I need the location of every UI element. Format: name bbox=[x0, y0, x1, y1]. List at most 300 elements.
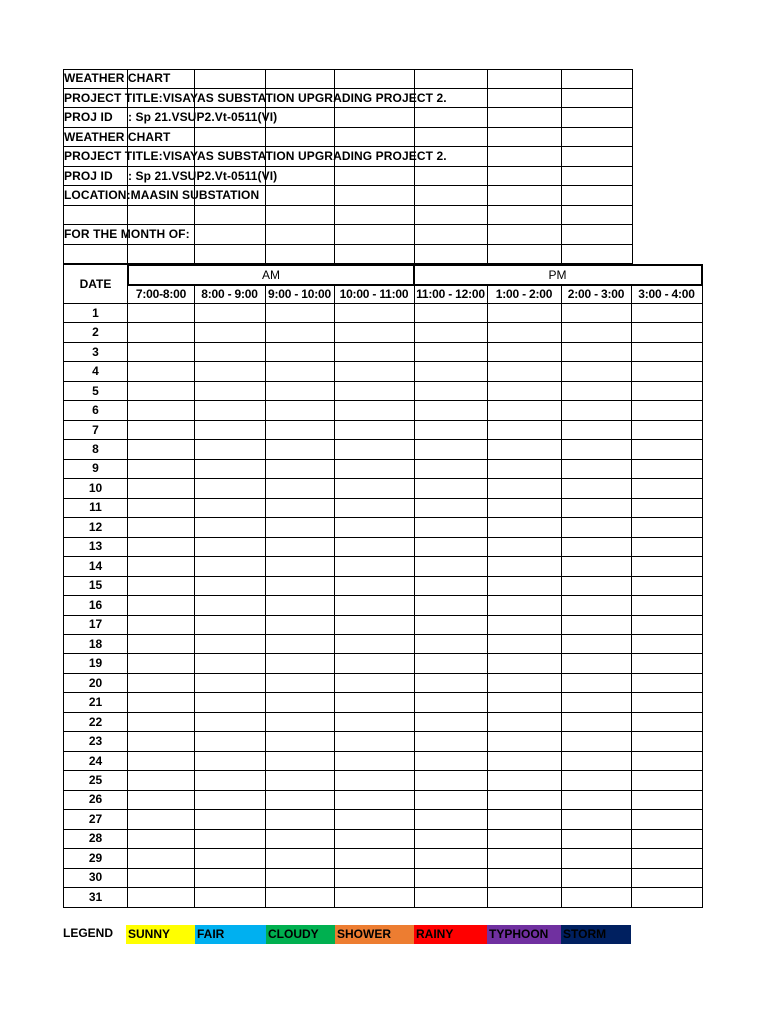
weather-cell bbox=[265, 848, 335, 868]
header-row bbox=[63, 245, 632, 265]
weather-cell bbox=[414, 537, 488, 557]
weather-cell bbox=[194, 576, 266, 596]
header-cell bbox=[561, 206, 633, 226]
weather-cell bbox=[414, 751, 488, 771]
weather-cell bbox=[631, 459, 703, 479]
weather-cell bbox=[487, 595, 562, 615]
weather-cell bbox=[487, 868, 562, 888]
header-block bbox=[63, 69, 632, 264]
weather-cell bbox=[561, 420, 632, 440]
weather-cell bbox=[334, 790, 415, 810]
weather-cell bbox=[561, 653, 632, 673]
header-cell bbox=[194, 206, 266, 226]
weather-cell bbox=[265, 517, 335, 537]
weather-cell bbox=[194, 478, 266, 498]
header-cell bbox=[487, 69, 562, 89]
weather-cell bbox=[414, 439, 488, 459]
weather-cell bbox=[265, 439, 335, 459]
header-cell bbox=[487, 147, 562, 167]
legend-swatch-sunny: SUNNY bbox=[126, 925, 195, 944]
weather-cell bbox=[334, 595, 415, 615]
header-cell bbox=[487, 245, 562, 265]
weather-cell bbox=[631, 673, 703, 693]
header-cell bbox=[414, 225, 488, 245]
weather-cell bbox=[561, 887, 632, 907]
weather-cell bbox=[127, 712, 195, 732]
header-cell bbox=[194, 128, 266, 148]
weather-cell bbox=[631, 770, 703, 790]
date-cell: 23 bbox=[63, 731, 128, 751]
weather-cell bbox=[414, 868, 488, 888]
header-cell bbox=[334, 69, 415, 89]
weather-cell bbox=[127, 303, 195, 323]
weather-cell bbox=[561, 517, 632, 537]
weather-cell bbox=[561, 459, 632, 479]
weather-cell bbox=[265, 790, 335, 810]
weather-cell bbox=[127, 887, 195, 907]
header-row bbox=[63, 225, 632, 245]
weather-cell bbox=[127, 673, 195, 693]
weather-cell bbox=[487, 770, 562, 790]
time-slot-header: 8:00 - 9:00 bbox=[194, 285, 266, 304]
weather-cell bbox=[631, 887, 703, 907]
legend-swatch-typhoon: TYPHOON bbox=[487, 925, 561, 944]
weather-cell bbox=[265, 653, 335, 673]
weather-cell bbox=[194, 868, 266, 888]
weather-cell bbox=[487, 517, 562, 537]
weather-cell bbox=[561, 692, 632, 712]
weather-cell bbox=[194, 848, 266, 868]
weather-cell bbox=[334, 361, 415, 381]
weather-cell bbox=[414, 673, 488, 693]
header-cell bbox=[194, 225, 266, 245]
weather-cell bbox=[487, 712, 562, 732]
header-cell bbox=[561, 245, 633, 265]
weather-cell bbox=[127, 322, 195, 342]
weather-cell bbox=[334, 420, 415, 440]
weather-cell bbox=[414, 517, 488, 537]
weather-cell bbox=[631, 400, 703, 420]
weather-cell bbox=[194, 381, 266, 401]
weather-cell bbox=[561, 829, 632, 849]
legend-label: LEGEND bbox=[63, 926, 114, 940]
weather-cell bbox=[487, 692, 562, 712]
weather-cell bbox=[334, 731, 415, 751]
weather-cell bbox=[194, 829, 266, 849]
weather-cell bbox=[487, 420, 562, 440]
weather-cell bbox=[194, 342, 266, 362]
header-cell bbox=[414, 69, 488, 89]
pm-header: PM bbox=[414, 264, 703, 286]
weather-cell bbox=[487, 556, 562, 576]
date-cell: 30 bbox=[63, 868, 128, 888]
header-cell bbox=[334, 186, 415, 206]
weather-cell bbox=[487, 537, 562, 557]
weather-cell bbox=[127, 420, 195, 440]
weather-cell bbox=[127, 790, 195, 810]
weather-cell bbox=[127, 868, 195, 888]
header-cell bbox=[265, 69, 335, 89]
weather-cell bbox=[265, 576, 335, 596]
weather-cell bbox=[631, 439, 703, 459]
header-cell bbox=[561, 167, 633, 187]
weather-cell bbox=[487, 887, 562, 907]
header-row bbox=[63, 167, 632, 187]
weather-cell bbox=[127, 751, 195, 771]
header-cell bbox=[334, 225, 415, 245]
weather-cell bbox=[561, 400, 632, 420]
weather-cell bbox=[561, 303, 632, 323]
weather-cell bbox=[127, 439, 195, 459]
weather-cell bbox=[631, 537, 703, 557]
weather-cell bbox=[414, 887, 488, 907]
weather-cell bbox=[561, 848, 632, 868]
weather-cell bbox=[487, 634, 562, 654]
date-cell: 17 bbox=[63, 615, 128, 635]
header-line: PROJECT TITLE:VISAYAS SUBSTATION UPGRADING PROJECT 2. bbox=[64, 90, 447, 105]
time-slot-header: 9:00 - 10:00 bbox=[265, 285, 335, 304]
header-cell bbox=[414, 128, 488, 148]
weather-cell bbox=[631, 576, 703, 596]
weather-cell bbox=[561, 498, 632, 518]
weather-cell bbox=[414, 790, 488, 810]
weather-cell bbox=[561, 809, 632, 829]
header-cell bbox=[561, 89, 633, 109]
weather-cell bbox=[414, 634, 488, 654]
weather-cell bbox=[334, 887, 415, 907]
weather-cell bbox=[561, 556, 632, 576]
weather-cell bbox=[561, 537, 632, 557]
weather-cell bbox=[561, 634, 632, 654]
weather-cell bbox=[265, 381, 335, 401]
weather-cell bbox=[487, 498, 562, 518]
time-slot-header: 1:00 - 2:00 bbox=[487, 285, 562, 304]
weather-cell bbox=[631, 848, 703, 868]
weather-cell bbox=[631, 653, 703, 673]
weather-cell bbox=[127, 459, 195, 479]
header-cell bbox=[487, 108, 562, 128]
weather-cell bbox=[127, 361, 195, 381]
weather-cell bbox=[334, 692, 415, 712]
weather-cell bbox=[127, 770, 195, 790]
date-cell: 9 bbox=[63, 459, 128, 479]
weather-cell bbox=[194, 751, 266, 771]
weather-cell bbox=[414, 829, 488, 849]
weather-cell bbox=[194, 322, 266, 342]
weather-cell bbox=[487, 478, 562, 498]
weather-cell bbox=[194, 653, 266, 673]
header-cell bbox=[334, 206, 415, 226]
weather-cell bbox=[334, 615, 415, 635]
header-cell bbox=[127, 206, 195, 226]
weather-cell bbox=[194, 887, 266, 907]
weather-cell bbox=[265, 634, 335, 654]
weather-cell bbox=[561, 576, 632, 596]
weather-cell bbox=[487, 381, 562, 401]
weather-cell bbox=[334, 439, 415, 459]
weather-cell bbox=[414, 322, 488, 342]
weather-cell bbox=[631, 731, 703, 751]
weather-cell bbox=[631, 381, 703, 401]
header-cell bbox=[127, 245, 195, 265]
weather-cell bbox=[487, 615, 562, 635]
weather-cell bbox=[487, 439, 562, 459]
time-slot-header: 2:00 - 3:00 bbox=[561, 285, 632, 304]
date-cell: 5 bbox=[63, 381, 128, 401]
header-row bbox=[63, 206, 632, 226]
weather-cell bbox=[127, 478, 195, 498]
weather-cell bbox=[194, 595, 266, 615]
header-row bbox=[63, 186, 632, 206]
weather-cell bbox=[487, 673, 562, 693]
weather-cell bbox=[631, 498, 703, 518]
weather-cell bbox=[194, 556, 266, 576]
header-cell bbox=[334, 167, 415, 187]
date-cell: 3 bbox=[63, 342, 128, 362]
weather-cell bbox=[265, 595, 335, 615]
weather-cell bbox=[631, 556, 703, 576]
weather-cell bbox=[561, 868, 632, 888]
date-cell: 18 bbox=[63, 634, 128, 654]
time-slot-header: 3:00 - 4:00 bbox=[631, 285, 703, 304]
date-cell: 11 bbox=[63, 498, 128, 518]
weather-cell bbox=[561, 478, 632, 498]
header-line: WEATHER CHART bbox=[64, 129, 171, 144]
weather-cell bbox=[631, 420, 703, 440]
weather-cell bbox=[265, 498, 335, 518]
header-cell bbox=[334, 108, 415, 128]
weather-cell bbox=[487, 751, 562, 771]
header-row bbox=[63, 69, 632, 89]
weather-cell bbox=[414, 556, 488, 576]
weather-cell bbox=[631, 712, 703, 732]
weather-cell bbox=[265, 673, 335, 693]
header-row bbox=[63, 108, 632, 128]
date-cell: 1 bbox=[63, 303, 128, 323]
weather-cell bbox=[127, 692, 195, 712]
weather-cell bbox=[561, 790, 632, 810]
header-cell bbox=[487, 225, 562, 245]
weather-cell bbox=[127, 556, 195, 576]
header-cell bbox=[265, 128, 335, 148]
weather-cell bbox=[334, 634, 415, 654]
date-cell: 14 bbox=[63, 556, 128, 576]
weather-cell bbox=[414, 459, 488, 479]
weather-cell bbox=[414, 478, 488, 498]
header-line: PROJ ID bbox=[64, 110, 113, 124]
weather-cell bbox=[631, 361, 703, 381]
weather-cell bbox=[334, 498, 415, 518]
proj-id-value: : Sp 21.VSUP2.Vt-0511(VI) bbox=[128, 168, 278, 183]
weather-cell bbox=[631, 809, 703, 829]
weather-cell bbox=[334, 712, 415, 732]
weather-cell bbox=[334, 478, 415, 498]
weather-cell bbox=[414, 692, 488, 712]
weather-cell bbox=[487, 731, 562, 751]
weather-cell bbox=[487, 342, 562, 362]
weather-cell bbox=[194, 692, 266, 712]
header-cell bbox=[414, 186, 488, 206]
weather-cell bbox=[631, 751, 703, 771]
weather-cell bbox=[631, 692, 703, 712]
date-cell: 2 bbox=[63, 322, 128, 342]
weather-cell bbox=[631, 517, 703, 537]
weather-cell bbox=[334, 342, 415, 362]
weather-cell bbox=[631, 342, 703, 362]
weather-cell bbox=[127, 595, 195, 615]
header-cell bbox=[487, 186, 562, 206]
weather-cell bbox=[414, 303, 488, 323]
date-header: DATE bbox=[63, 264, 128, 304]
date-cell: 27 bbox=[63, 809, 128, 829]
weather-cell bbox=[265, 322, 335, 342]
weather-cell bbox=[631, 868, 703, 888]
weather-cell bbox=[334, 653, 415, 673]
header-cell bbox=[561, 69, 633, 89]
date-cell: 22 bbox=[63, 712, 128, 732]
header-cell bbox=[265, 186, 335, 206]
header-cell bbox=[265, 225, 335, 245]
weather-cell bbox=[561, 673, 632, 693]
weather-cell bbox=[414, 342, 488, 362]
legend-swatch-storm: STORM bbox=[561, 925, 631, 944]
weather-cell bbox=[561, 361, 632, 381]
weather-cell bbox=[265, 303, 335, 323]
weather-cell bbox=[561, 439, 632, 459]
header-line: PROJ ID bbox=[64, 168, 113, 183]
header-cell bbox=[414, 245, 488, 265]
date-cell: 6 bbox=[63, 400, 128, 420]
header-cell bbox=[561, 128, 633, 148]
date-cell: 21 bbox=[63, 692, 128, 712]
weather-cell bbox=[631, 615, 703, 635]
weather-cell bbox=[127, 517, 195, 537]
weather-cell bbox=[194, 615, 266, 635]
weather-cell bbox=[334, 673, 415, 693]
header-row bbox=[63, 128, 632, 148]
weather-cell bbox=[561, 381, 632, 401]
header-line: LOCATION:MAASIN SUBSTATION bbox=[64, 188, 260, 202]
weather-cell bbox=[127, 615, 195, 635]
weather-cell bbox=[561, 342, 632, 362]
weather-cell bbox=[265, 556, 335, 576]
weather-cell bbox=[127, 653, 195, 673]
weather-cell bbox=[414, 615, 488, 635]
header-cell bbox=[561, 186, 633, 206]
date-cell: 10 bbox=[63, 478, 128, 498]
weather-cell bbox=[194, 712, 266, 732]
header-line: PROJECT TITLE:VISAYAS SUBSTATION UPGRADING PROJECT 2. bbox=[64, 149, 447, 163]
weather-cell bbox=[127, 848, 195, 868]
weather-cell bbox=[265, 537, 335, 557]
weather-cell bbox=[334, 517, 415, 537]
weather-cell bbox=[194, 400, 266, 420]
weather-cell bbox=[487, 361, 562, 381]
date-cell: 16 bbox=[63, 595, 128, 615]
weather-cell bbox=[334, 576, 415, 596]
weather-cell bbox=[127, 809, 195, 829]
weather-cell bbox=[194, 303, 266, 323]
date-cell: 24 bbox=[63, 751, 128, 771]
time-slot-header: 7:00-8:00 bbox=[127, 285, 195, 304]
weather-cell bbox=[265, 400, 335, 420]
weather-cell bbox=[265, 361, 335, 381]
time-slot-header: 10:00 - 11:00 bbox=[334, 285, 415, 304]
weather-cell bbox=[265, 770, 335, 790]
weather-cell bbox=[265, 887, 335, 907]
weather-cell bbox=[194, 673, 266, 693]
legend-swatch-cloudy: CLOUDY bbox=[266, 925, 335, 944]
weather-cell bbox=[127, 537, 195, 557]
weather-cell bbox=[631, 595, 703, 615]
weather-cell bbox=[127, 498, 195, 518]
weather-cell bbox=[414, 400, 488, 420]
weather-cell bbox=[127, 381, 195, 401]
weather-cell bbox=[194, 634, 266, 654]
weather-cell bbox=[194, 790, 266, 810]
weather-cell bbox=[414, 712, 488, 732]
weather-cell bbox=[127, 829, 195, 849]
weather-cell bbox=[487, 400, 562, 420]
header-cell bbox=[194, 69, 266, 89]
proj-id-value: : Sp 21.VSUP2.Vt-0511(VI) bbox=[128, 110, 278, 124]
weather-cell bbox=[334, 868, 415, 888]
date-cell: 15 bbox=[63, 576, 128, 596]
weather-cell bbox=[334, 809, 415, 829]
header-line: FOR THE MONTH OF: bbox=[64, 227, 190, 241]
weather-cell bbox=[487, 303, 562, 323]
date-cell: 4 bbox=[63, 361, 128, 381]
date-cell: 7 bbox=[63, 420, 128, 440]
weather-cell bbox=[265, 615, 335, 635]
weather-cell bbox=[487, 653, 562, 673]
weather-cell bbox=[414, 809, 488, 829]
weather-cell bbox=[194, 537, 266, 557]
weather-cell bbox=[414, 595, 488, 615]
header-cell bbox=[414, 206, 488, 226]
weather-cell bbox=[561, 731, 632, 751]
header-cell bbox=[265, 245, 335, 265]
weather-cell bbox=[194, 439, 266, 459]
weather-cell bbox=[265, 478, 335, 498]
header-cell bbox=[334, 128, 415, 148]
weather-cell bbox=[334, 829, 415, 849]
weather-cell bbox=[265, 712, 335, 732]
weather-cell bbox=[194, 459, 266, 479]
weather-cell bbox=[127, 342, 195, 362]
weather-cell bbox=[414, 498, 488, 518]
header-cell bbox=[561, 147, 633, 167]
weather-cell bbox=[631, 322, 703, 342]
weather-cell bbox=[414, 770, 488, 790]
weather-cell bbox=[487, 790, 562, 810]
weather-cell bbox=[631, 790, 703, 810]
header-line: WEATHER CHART bbox=[64, 71, 171, 85]
header-cell bbox=[487, 89, 562, 109]
date-cell: 31 bbox=[63, 887, 128, 907]
am-header: AM bbox=[127, 264, 415, 286]
header-cell bbox=[561, 225, 633, 245]
weather-cell bbox=[334, 303, 415, 323]
date-cell: 12 bbox=[63, 517, 128, 537]
header-row bbox=[63, 147, 632, 167]
weather-cell bbox=[631, 303, 703, 323]
date-cell: 26 bbox=[63, 790, 128, 810]
weather-cell bbox=[334, 556, 415, 576]
date-cell: 28 bbox=[63, 829, 128, 849]
weather-cell bbox=[265, 829, 335, 849]
weather-cell bbox=[487, 848, 562, 868]
